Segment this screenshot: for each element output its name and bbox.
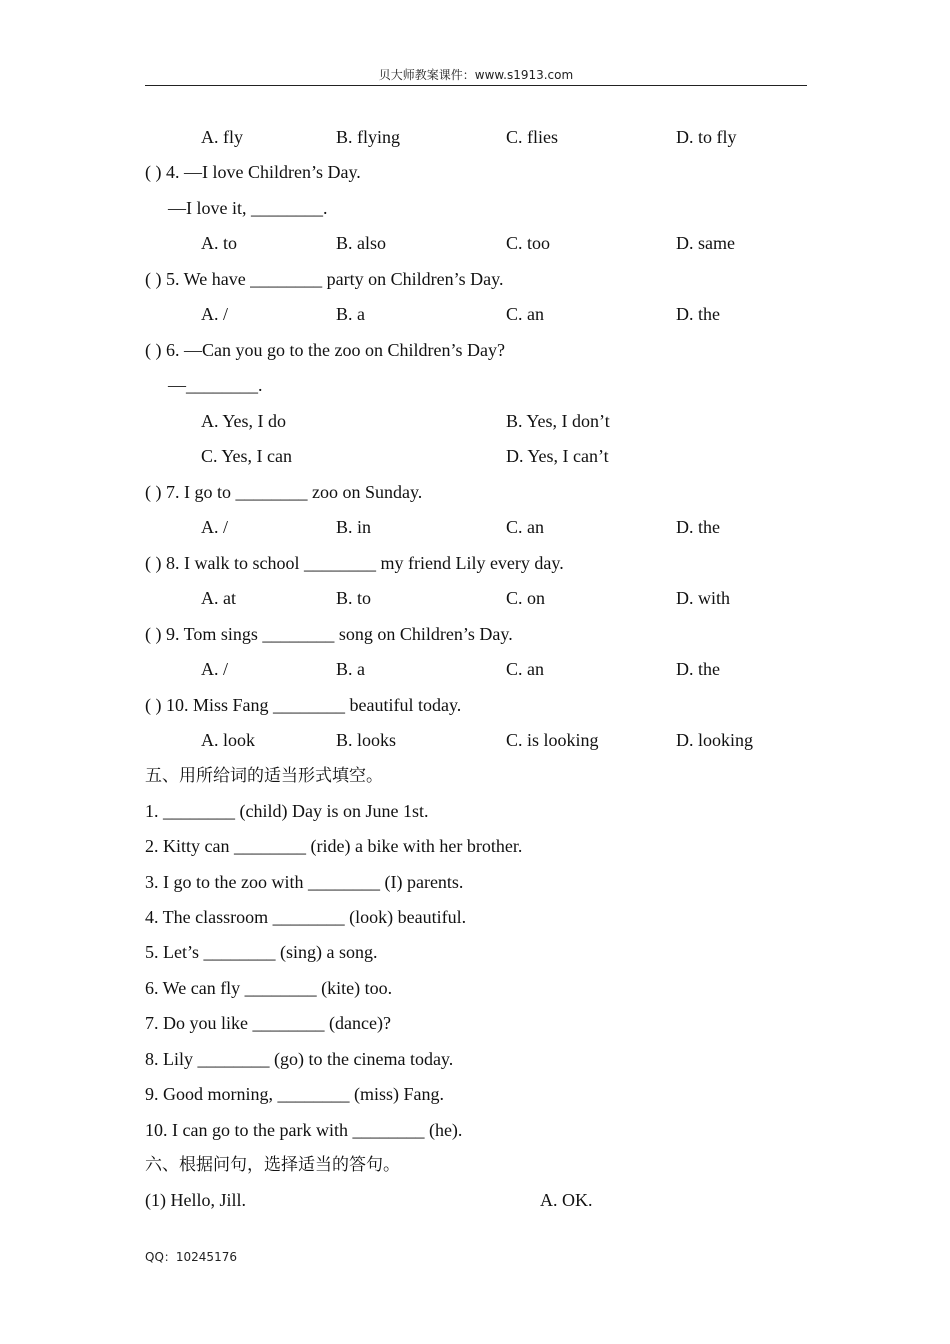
option: C. flies [506, 127, 558, 147]
option: A. / [201, 304, 228, 324]
fill-item: 2. Kitty can ________ (ride) a bike with her brother. [145, 836, 523, 856]
question-stem: ( ) 6. —Can you go to the zoo on Children’s Day? [145, 340, 505, 360]
fill-item: 10. I can go to the park with ________ (he). [145, 1120, 463, 1140]
question-stem: ( ) 4. —I love Children’s Day. [145, 162, 361, 182]
option: C. an [506, 304, 544, 324]
fill-item: 5. Let’s ________ (sing) a song. [145, 942, 378, 962]
match-answer: A. OK. [540, 1190, 593, 1210]
option: D. the [676, 659, 720, 679]
option: C. is looking [506, 730, 599, 750]
option: A. fly [201, 127, 243, 147]
match-question: (1) Hello, Jill. [145, 1190, 246, 1210]
question-stem: ( ) 7. I go to ________ zoo on Sunday. [145, 482, 423, 502]
answer-line: —I love it, ________. [168, 198, 328, 218]
page-header: 贝大师教案课件：www.s1913.com [145, 66, 807, 86]
option: C. too [506, 233, 551, 253]
option: D. with [676, 588, 730, 608]
option: B. a [336, 659, 365, 679]
fill-item: 8. Lily ________ (go) to the cinema today. [145, 1049, 454, 1069]
section-title: 六、根据问句，选择适当的答句。 [145, 1155, 400, 1175]
option: C. an [506, 517, 544, 537]
option: B. looks [336, 730, 397, 750]
question-stem: ( ) 10. Miss Fang ________ beautiful today. [145, 695, 462, 715]
option: A. Yes, I do [201, 411, 287, 431]
option: B. a [336, 304, 365, 324]
option: A. at [201, 588, 236, 608]
fill-item: 4. The classroom ________ (look) beautiful. [145, 907, 467, 927]
fill-item: 3. I go to the zoo with ________ (I) parents. [145, 872, 464, 892]
option: D. Yes, I can’t [506, 446, 609, 466]
option: C. on [506, 588, 546, 608]
fill-item: 1. ________ (child) Day is on June 1st. [145, 801, 429, 821]
fill-item: 6. We can fly ________ (kite) too. [145, 978, 393, 998]
option: B. also [336, 233, 387, 253]
option: D. same [676, 233, 735, 253]
question-stem: ( ) 5. We have ________ party on Children’s Day. [145, 269, 504, 289]
page-footer: QQ：10245176 [145, 1250, 237, 1264]
fill-item: 7. Do you like ________ (dance)? [145, 1013, 391, 1033]
option: B. to [336, 588, 372, 608]
fill-item: 9. Good morning, ________ (miss) Fang. [145, 1084, 444, 1104]
answer-line: —________. [168, 375, 263, 395]
option: B. Yes, I don’t [506, 411, 610, 431]
option: B. in [336, 517, 372, 537]
question-stem: ( ) 9. Tom sings ________ song on Children’s Day. [145, 624, 513, 644]
question-stem: ( ) 8. I walk to school ________ my friend Lily every day. [145, 553, 564, 573]
option: A. / [201, 659, 228, 679]
section-title: 五、用所给词的适当形式填空。 [145, 766, 383, 786]
option: D. the [676, 517, 720, 537]
option: B. flying [336, 127, 401, 147]
option: A. look [201, 730, 255, 750]
option: D. looking [676, 730, 754, 750]
option: D. to fly [676, 127, 737, 147]
option: C. Yes, I can [201, 446, 293, 466]
option: D. the [676, 304, 720, 324]
option: A. to [201, 233, 237, 253]
option: A. / [201, 517, 228, 537]
option: C. an [506, 659, 544, 679]
